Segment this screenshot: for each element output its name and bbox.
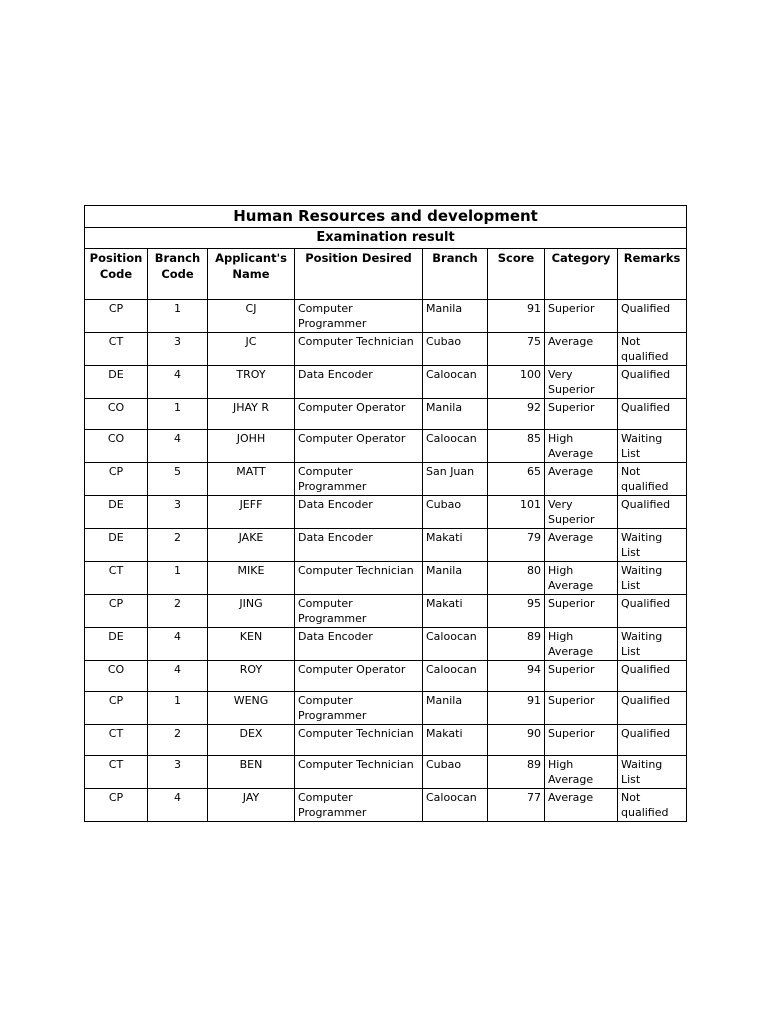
position-code-cell: CT: [85, 725, 148, 756]
category-cell: High Average: [545, 562, 618, 595]
header-category: Category: [545, 249, 618, 300]
score-cell: 100: [488, 366, 545, 399]
table-header-row: [85, 249, 687, 300]
table-row: [85, 529, 687, 562]
remarks-cell: Waiting List: [618, 628, 687, 661]
score-cell: 77: [488, 789, 545, 822]
table-row: [85, 399, 687, 430]
branch-code-cell: 3: [148, 333, 208, 366]
category-cell: Average: [545, 529, 618, 562]
position-desired-cell: Computer Technician: [295, 756, 423, 789]
table-row: [85, 628, 687, 661]
document-subtitle: Examination result: [85, 228, 687, 249]
branch-cell: Caloocan: [423, 789, 488, 822]
applicant-name-cell: JING: [208, 595, 295, 628]
remarks-cell: Qualified: [618, 692, 687, 725]
applicant-name-cell: JEFF: [208, 496, 295, 529]
category-cell: Very Superior: [545, 496, 618, 529]
category-cell: High Average: [545, 628, 618, 661]
position-code-cell: DE: [85, 496, 148, 529]
category-cell: Average: [545, 463, 618, 496]
branch-cell: Manila: [423, 562, 488, 595]
position-code-cell: DE: [85, 628, 148, 661]
remarks-cell: Waiting List: [618, 756, 687, 789]
exam-results-sheet: [84, 205, 686, 822]
remarks-cell: Not qualified: [618, 333, 687, 366]
applicant-name-cell: JC: [208, 333, 295, 366]
position-desired-cell: Computer Technician: [295, 562, 423, 595]
category-cell: Very Superior: [545, 366, 618, 399]
branch-cell: Manila: [423, 300, 488, 333]
table-row: [85, 661, 687, 692]
branch-code-cell: 5: [148, 463, 208, 496]
branch-code-cell: 3: [148, 756, 208, 789]
category-cell: High Average: [545, 756, 618, 789]
remarks-cell: Not qualified: [618, 463, 687, 496]
header-branch: Branch: [423, 249, 488, 300]
position-desired-cell: Data Encoder: [295, 366, 423, 399]
applicant-name-cell: KEN: [208, 628, 295, 661]
score-cell: 89: [488, 756, 545, 789]
exam-results-table: [84, 205, 687, 822]
position-desired-cell: Computer Programmer: [295, 595, 423, 628]
branch-code-cell: 4: [148, 366, 208, 399]
position-code-cell: CT: [85, 756, 148, 789]
score-cell: 65: [488, 463, 545, 496]
applicant-name-cell: MIKE: [208, 562, 295, 595]
applicant-name-cell: WENG: [208, 692, 295, 725]
table-body: [85, 300, 687, 822]
score-cell: 94: [488, 661, 545, 692]
table-row: [85, 430, 687, 463]
table-row: [85, 789, 687, 822]
category-cell: Superior: [545, 300, 618, 333]
branch-code-cell: 2: [148, 725, 208, 756]
remarks-cell: Not qualified: [618, 789, 687, 822]
branch-code-cell: 1: [148, 692, 208, 725]
score-cell: 90: [488, 725, 545, 756]
branch-cell: Cubao: [423, 333, 488, 366]
score-cell: 80: [488, 562, 545, 595]
table-row: [85, 366, 687, 399]
table-row: [85, 756, 687, 789]
table-row: [85, 725, 687, 756]
branch-code-cell: 4: [148, 661, 208, 692]
document-title: Human Resources and development: [85, 206, 687, 228]
score-cell: 89: [488, 628, 545, 661]
header-score: Score: [488, 249, 545, 300]
branch-code-cell: 2: [148, 595, 208, 628]
branch-cell: Caloocan: [423, 366, 488, 399]
position-code-cell: CP: [85, 463, 148, 496]
applicant-name-cell: TROY: [208, 366, 295, 399]
score-cell: 91: [488, 692, 545, 725]
position-code-cell: DE: [85, 366, 148, 399]
position-code-cell: CP: [85, 692, 148, 725]
position-code-cell: CO: [85, 399, 148, 430]
branch-code-cell: 2: [148, 529, 208, 562]
category-cell: Superior: [545, 725, 618, 756]
applicant-name-cell: MATT: [208, 463, 295, 496]
position-desired-cell: Computer Programmer: [295, 692, 423, 725]
branch-code-cell: 4: [148, 430, 208, 463]
remarks-cell: Waiting List: [618, 562, 687, 595]
branch-code-cell: 1: [148, 562, 208, 595]
score-cell: 92: [488, 399, 545, 430]
score-cell: 75: [488, 333, 545, 366]
header-branch-code: Branch Code: [148, 249, 208, 300]
header-position-code: Position Code: [85, 249, 148, 300]
position-desired-cell: Computer Programmer: [295, 789, 423, 822]
remarks-cell: Waiting List: [618, 529, 687, 562]
category-cell: Superior: [545, 661, 618, 692]
position-code-cell: CP: [85, 789, 148, 822]
score-cell: 95: [488, 595, 545, 628]
remarks-cell: Qualified: [618, 725, 687, 756]
category-cell: High Average: [545, 430, 618, 463]
branch-cell: Makati: [423, 529, 488, 562]
score-cell: 79: [488, 529, 545, 562]
applicant-name-cell: JAKE: [208, 529, 295, 562]
position-code-cell: CP: [85, 300, 148, 333]
header-applicant-name: Applicant's Name: [208, 249, 295, 300]
position-code-cell: DE: [85, 529, 148, 562]
applicant-name-cell: CJ: [208, 300, 295, 333]
score-cell: 91: [488, 300, 545, 333]
category-cell: Superior: [545, 399, 618, 430]
position-desired-cell: Computer Operator: [295, 661, 423, 692]
header-remarks: Remarks: [618, 249, 687, 300]
branch-cell: Makati: [423, 725, 488, 756]
table-row: [85, 333, 687, 366]
position-desired-cell: Data Encoder: [295, 529, 423, 562]
branch-code-cell: 1: [148, 399, 208, 430]
branch-code-cell: 4: [148, 628, 208, 661]
branch-code-cell: 3: [148, 496, 208, 529]
position-desired-cell: Computer Programmer: [295, 300, 423, 333]
branch-code-cell: 1: [148, 300, 208, 333]
branch-cell: San Juan: [423, 463, 488, 496]
table-row: [85, 463, 687, 496]
score-cell: 101: [488, 496, 545, 529]
category-cell: Superior: [545, 595, 618, 628]
applicant-name-cell: ROY: [208, 661, 295, 692]
remarks-cell: Qualified: [618, 661, 687, 692]
remarks-cell: Qualified: [618, 399, 687, 430]
table-row: [85, 496, 687, 529]
applicant-name-cell: JAY: [208, 789, 295, 822]
remarks-cell: Qualified: [618, 595, 687, 628]
position-desired-cell: Computer Programmer: [295, 463, 423, 496]
category-cell: Superior: [545, 692, 618, 725]
applicant-name-cell: JHAY R: [208, 399, 295, 430]
applicant-name-cell: JOHH: [208, 430, 295, 463]
applicant-name-cell: DEX: [208, 725, 295, 756]
branch-cell: Cubao: [423, 496, 488, 529]
remarks-cell: Qualified: [618, 366, 687, 399]
branch-cell: Manila: [423, 399, 488, 430]
position-code-cell: CO: [85, 430, 148, 463]
branch-cell: Manila: [423, 692, 488, 725]
table-row: [85, 300, 687, 333]
table-row: [85, 595, 687, 628]
branch-cell: Caloocan: [423, 661, 488, 692]
position-desired-cell: Computer Technician: [295, 725, 423, 756]
remarks-cell: Waiting List: [618, 430, 687, 463]
table-row: [85, 692, 687, 725]
table-row: [85, 562, 687, 595]
branch-cell: Caloocan: [423, 430, 488, 463]
position-code-cell: CP: [85, 595, 148, 628]
position-code-cell: CT: [85, 562, 148, 595]
position-desired-cell: Computer Technician: [295, 333, 423, 366]
branch-cell: Caloocan: [423, 628, 488, 661]
branch-code-cell: 4: [148, 789, 208, 822]
category-cell: Average: [545, 333, 618, 366]
position-desired-cell: Data Encoder: [295, 628, 423, 661]
remarks-cell: Qualified: [618, 300, 687, 333]
score-cell: 85: [488, 430, 545, 463]
position-code-cell: CT: [85, 333, 148, 366]
category-cell: Average: [545, 789, 618, 822]
applicant-name-cell: BEN: [208, 756, 295, 789]
remarks-cell: Qualified: [618, 496, 687, 529]
position-desired-cell: Computer Operator: [295, 430, 423, 463]
branch-cell: Cubao: [423, 756, 488, 789]
branch-cell: Makati: [423, 595, 488, 628]
position-code-cell: CO: [85, 661, 148, 692]
position-desired-cell: Computer Operator: [295, 399, 423, 430]
position-desired-cell: Data Encoder: [295, 496, 423, 529]
header-position-desired: Position Desired: [295, 249, 423, 300]
